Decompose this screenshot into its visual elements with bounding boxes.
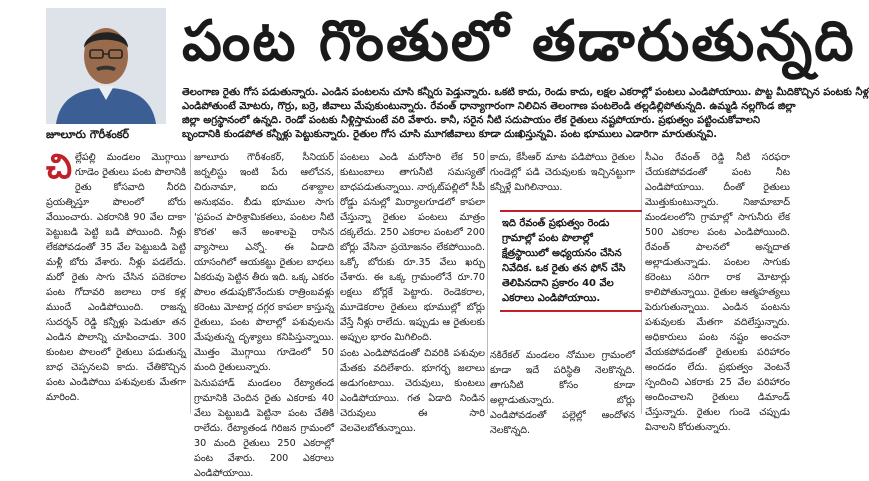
article-column-3	[340, 150, 485, 434]
body-text: ల్లేపల్లి మండలం మొగ్గాయి గూడెం రైతులు పంట పొలానికి రైతు కోసవాది నీరది ప్రయత్నిస్తూ పొలంలో బోరు వేయించారు. ఎకరానికి 90 వేల దాకా పెట్టుబడి పెట్టి బడి పోయింది. నీళ్లు లేకపోవడంతో 35 వేల పెట్టుబడి పెట్టి మళ్లీ బోరు వేశారు. నీళ్లు పడలేదు. మరో రైతు సాగు చేసిన పదెకరాల పంట గోదావరి జలాలు రాక కళ్ల ముందే ఎండిపోయింది. రాజన్న సుదర్శన్ రెడ్డి కన్నీళ్లు పెడుతూ తన ఎండిన పొలాన్ని చూపించాడు. 300 కుంటల పొలంలో రైతులు పడుతున్న బాధ చెప్పనలవి కాదు. చేతికొచ్చిన పంట ఎండిపోయి పశువులకు మేతగా మారింది.	[46, 152, 186, 403]
column-divider	[487, 150, 488, 414]
column-divider	[337, 150, 338, 414]
body-text: పంటలు ఎండి మరోసారి లేక 50 కుటుంబాలు తాగునీటి సమస్యతో బాధపడుతున్నాయి. నార్కట్‌పల్లిలో సీపీ రోడ్డు పనుల్లో మిర్యాలగూడలో కాపలా చేస్తున్నా రైతుల పంటలు మాత్రం దక్కలేదు. 250 ఎకరాల పంటలో 200 బోర్లు వేసినా ప్రయోజనం లేకపోయింది. ఒక్కో బోరుకు రూ.35 వేలు ఖర్చు చేశారు. ఈ ఒక్క గ్రామంలోనే రూ.70 లక్షలు బోర్లకే పెట్టారు. రెండెకరాల, మూడెకరాల రైతులు భూముల్లో బోర్లు వేస్తే నీళ్లు రాలేదు. ఇప్పుడు ఆ రైతులకు అప్పుల భారం మిగిలింది.	[340, 152, 485, 343]
article-column-4-bottom	[490, 348, 635, 436]
author-portrait-icon	[46, 8, 166, 124]
headline: పంట గొంతులో తడారుతున్నది	[182, 9, 856, 74]
body-text: కాదు, కేసీఆర్ మాట పడిపోయి రైతుల గుండెల్లో పడి చెరువులకు ఇచ్చినట్టుగా కన్నీళ్లే మిగిలినాయి.	[490, 152, 635, 193]
article-column-2	[194, 150, 334, 479]
author-byline: జూలూరు గౌరీశంకర్	[46, 128, 130, 141]
body-text: సీఎం రేవంత్ రెడ్డి నీటి సరఫరా చేయకపోవడంతో పంట నీట ఎండిపోయాయి. దీంతో రైతులు మొత్తుకుంటున్నారు. నిజామాబాద్ మండలంలోని గ్రామాల్లో సాగునీరు లేక 500 ఎకరాల పంట ఎండిపోయింది. రేవంత్ పాలనలో అన్నదాత అల్లాడుతున్నాడు. పంటల సాగుకు కరెంటు సరిగా రాక మోటార్లు కాలిపోతున్నాయి. రైతుల ఆత్మహత్యలు పెరుగుతున్నాయి. ఎండిన పంటను పశువులకు మేతగా వదిలేస్తున్నారు. అధికారులు పంట నష్టం అంచనా వేయకపోవడంతో రైతులకు పరిహారం అందడం లేదు. ప్రభుత్వం వెంటనే స్పందించి ఎకరాకు 25 వేల పరిహారం అందించాలని రైతులు డిమాండ్ చేస్తున్నారు. రైతుల గుండె చప్పుడు వినాలని కోరుతున్నారు.	[645, 152, 790, 433]
deck-line: తెలంగాణ రైతు గోస పడుతున్నారు. ఎండిన పంటలను చూసి కన్నీరు పెడ్తున్నారు. ఒకటి కాదు, రెండు కాదు, లక్షల ఎకరాల్లో పంటలు ఎండిపోయాయి. పొట్ట మీదికొచ్చిన పంటకు నీళ్ల	[182, 87, 869, 98]
deck-line: బృందానికి కుండపోత కన్నీళ్లు పెట్టుకున్నారు. రైతుల గోస చూసి మూగజీవాలు కూడా దుఃఖిస్తున్నవి. పంట భూములు ఎడారిగా మారుతున్నవి.	[182, 129, 718, 140]
drop-cap: చి	[46, 147, 73, 187]
pull-quote: ఇది రేవంత్ ప్రభుత్వం రెండు గ్రామాల్లో పంట పొలాల్లో క్షేత్రస్థాయిలో అధ్యయనం చేసిన నివేదిక. ఒక రైతు తన ఫోన్ చేసి తెలిపినదాని ప్రకారం 40 వేల ఎకరాలు ఎండిపోయాయి.	[500, 210, 642, 312]
body-text: నకిరేకల్ మండలం నోముల గ్రామంలో కూడా ఇదే పరిస్థితి నెలకొన్నది. తాగునీటి కోసం కూడా అల్లాడుతున్నారు. బోర్లు ఎండిపోవడంతో పల్లెల్లో ఆందోళన నెలకొన్నది.	[490, 350, 635, 436]
deck-line: ఎండిపోతుంటే మోటరు, గొర్రు, బర్రె, జీవాలు మేపుకుంటున్నారు. రేవంత్ ధాన్యాగారంగా నిలిచిన తెలంగాణ పంటలెండి తల్లడిల్లిపోతున్నది. ఉమ్మడి నల్లగొండ జిల్లా	[182, 101, 796, 112]
article-column-4-top	[490, 150, 635, 206]
body-text: పంట ఎండిపోవడంతో చివరికి పశువుల మేతకు వదిలేశారు. భూగర్భ జలాలు అడుగంటాయి. చెరువులు, కుంటలు ఎండిపోయాయి. గత ఏడాది నిండిన చెరువులు ఈ సారి వెలవెలబోతున్నాయి.	[340, 348, 485, 434]
article-deck	[182, 86, 869, 142]
author-photo	[46, 8, 166, 124]
article-column-1	[46, 147, 186, 414]
deck-line: జిల్లా అగ్రస్థానంలో ఉన్నది. రెండో పంటకు నీళ్లిస్తామంటే వరి వేశారు. కానీ, సరైన నీటి సదుపాయం లేక రైతులు నష్టపోయారు. ప్రభుత్వం పట్టించుకోవాలని	[182, 115, 760, 126]
article-column-5	[645, 150, 790, 433]
body-text: పెనుపహాడ్ మండలం రేట్యాతండ గ్రామానికి చెందిన రైతు ఎకరాకు 40 వేలు పెట్టుబడి పెట్టినా పంట చేతికి రాలేదు. రేట్యాతండ గిరిజన గ్రామంలో 30 మంది రైతులు 250 ఎకరాల్లో పంట వేశారు. 200 ఎకరాలు ఎండిపోయాయి.	[194, 378, 334, 479]
body-text: జూలూరు గౌరీశంకర్, సీనియర్ జర్నలిస్టు ఇంటి పేరు ఆలోచన, చిరునామా, ఐదు దశాబ్దాల అనుభవం. బీడు భూముల సాగు 'ప్రపంచ పారిశ్రామికతలు, పంటల నీటి కొరత' అనే అంశాలపై రాసిన వ్యాసాలు ఎన్నో. ఈ ఏడాది యాసంగిలో ఆయకట్టు రైతుల బాధలు ఏకరువు పెట్టిన తీరు ఇది. ఒక్క ఎకరం పొలం తడుపుకొనేందుకు రాత్రింబవళ్లు కరెంటు మోటార్ల దగ్గర కాపలా కాస్తున్న రైతులు, పంట పొలాల్లో పశువులను మేపుతున్న దృశ్యాలు కనిపిస్తున్నాయి. మొత్తం మొగ్గాయి గూడెంలో 50 మంది రైతులున్నారు.	[194, 152, 334, 373]
column-divider	[190, 150, 191, 414]
